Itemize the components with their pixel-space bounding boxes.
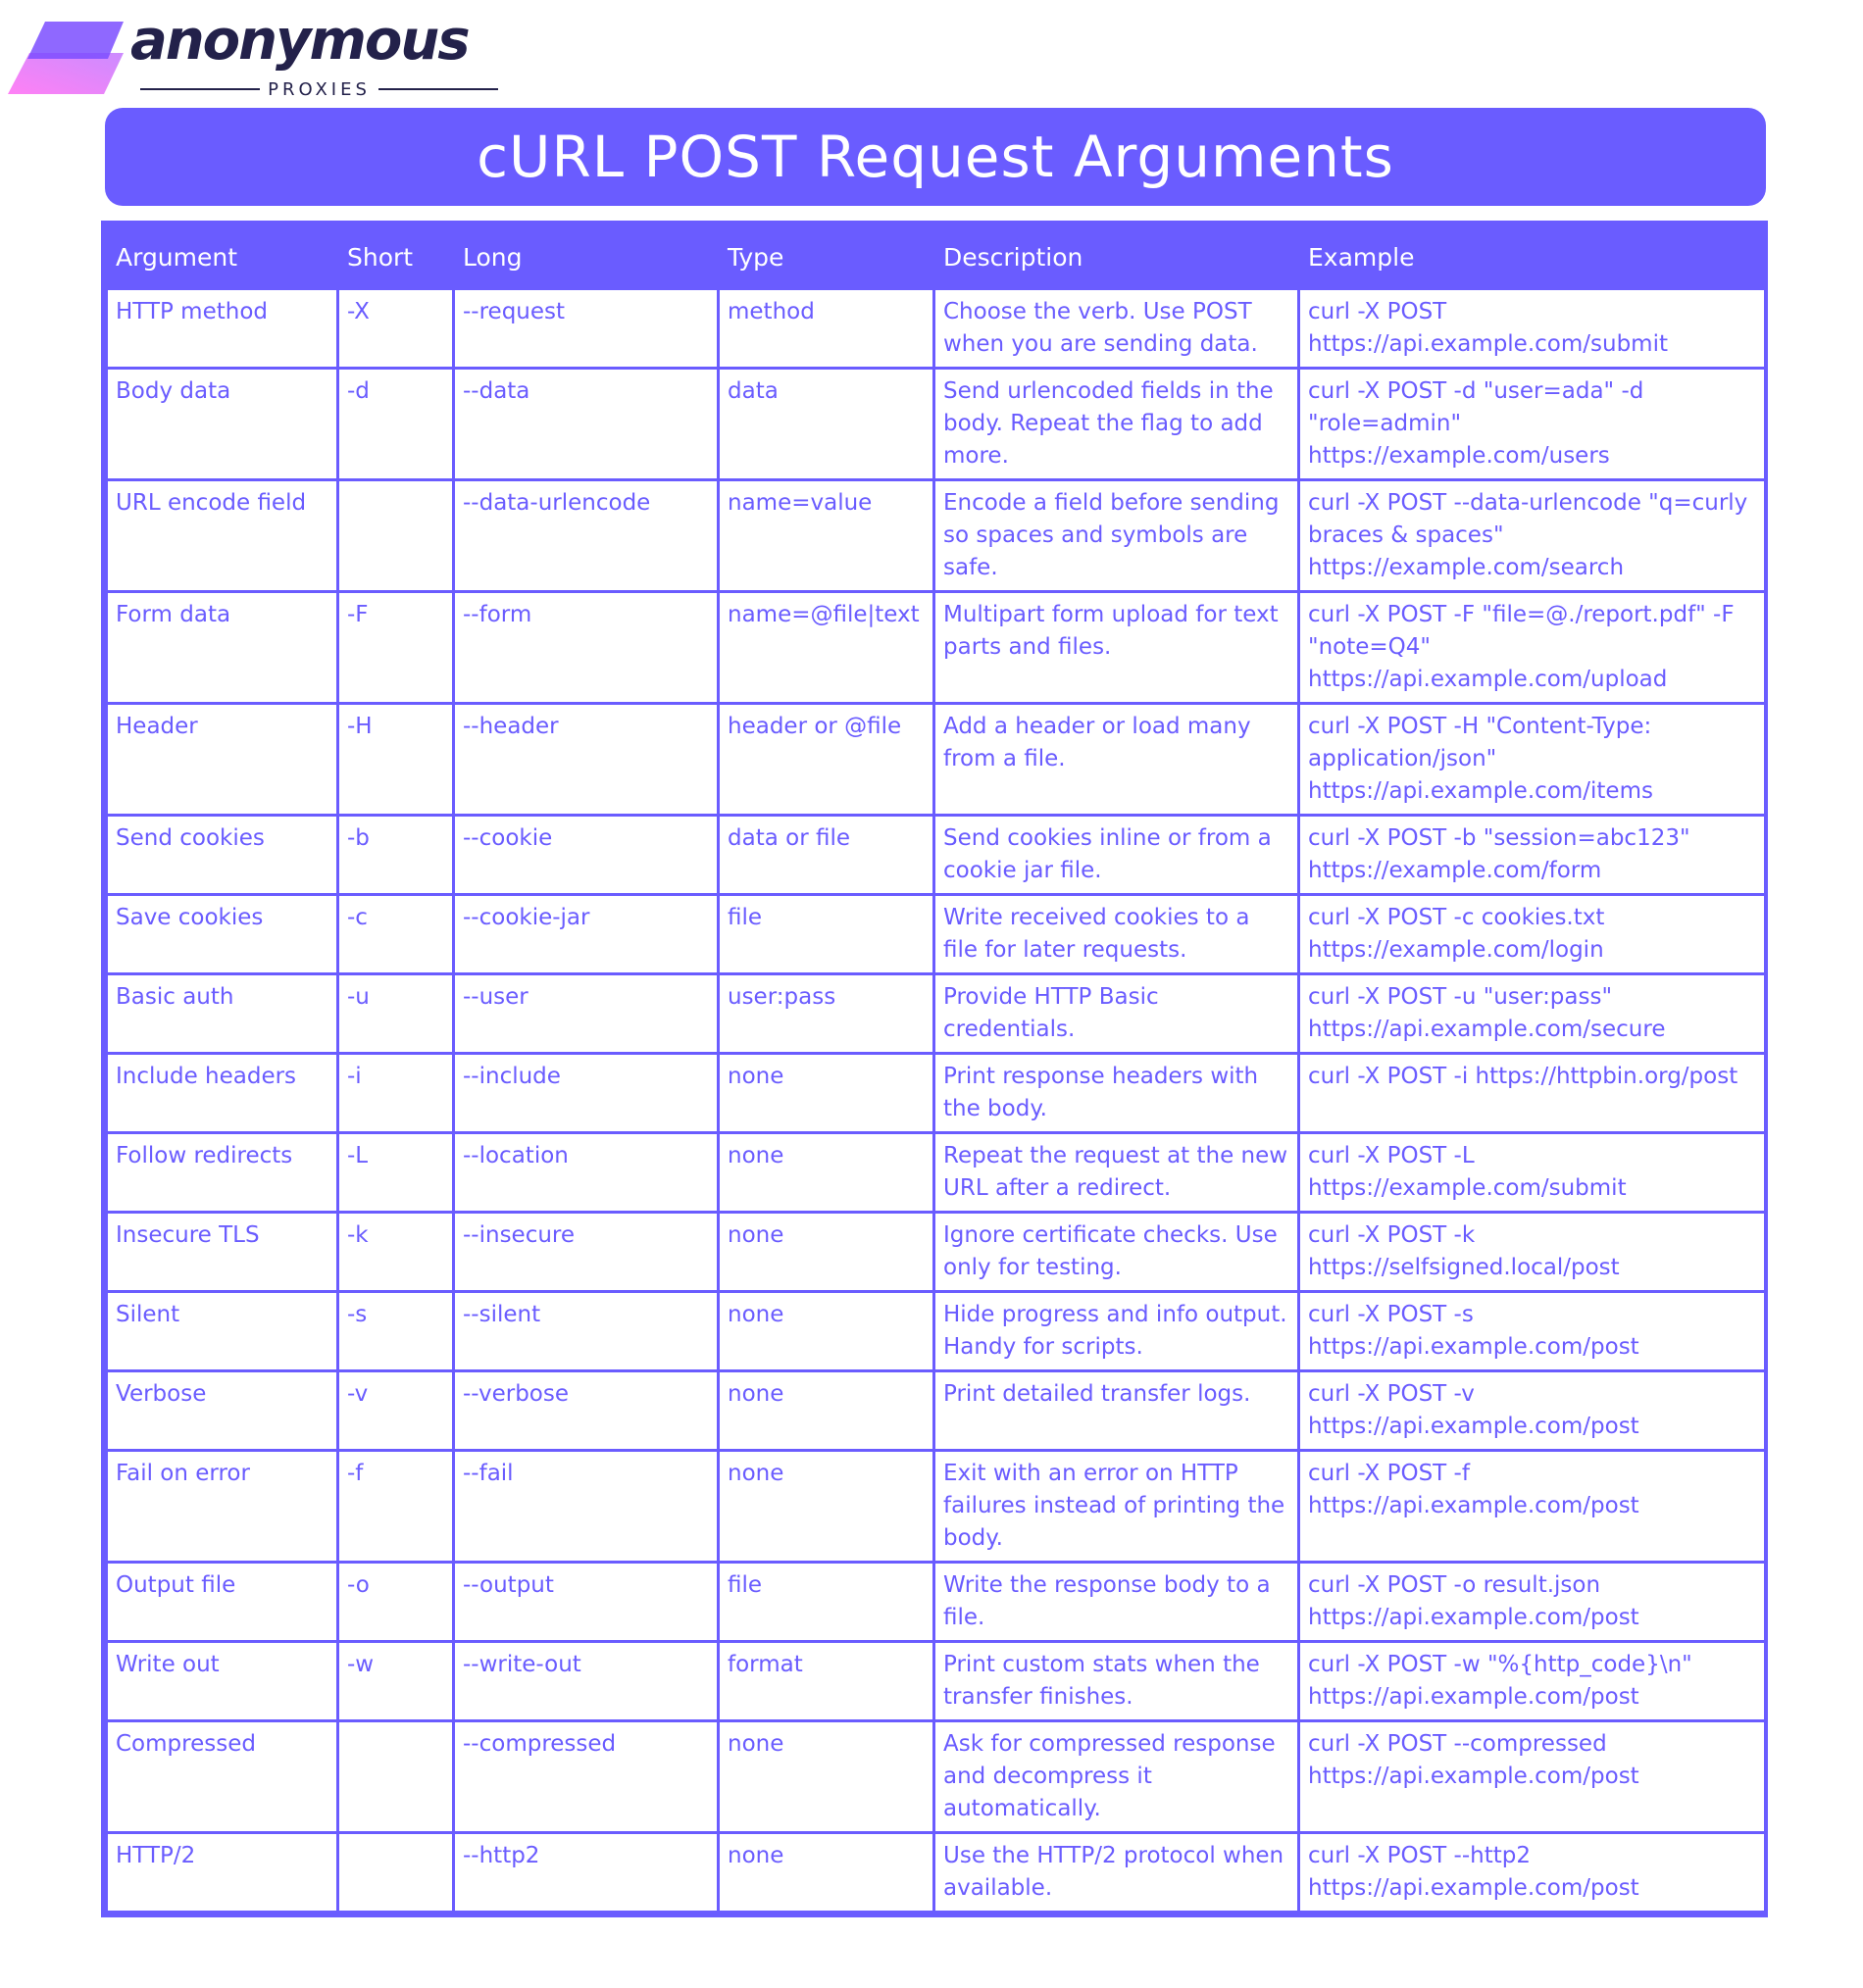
cell-argument: HTTP method <box>107 289 338 369</box>
cell-example: curl -X POST -f https://api.example.com/post <box>1299 1451 1766 1563</box>
cell-long: --form <box>454 592 719 704</box>
arguments-table-container <box>101 221 1768 1917</box>
cell-short: -c <box>338 895 454 974</box>
cell-argument: Fail on error <box>107 1451 338 1563</box>
brand-logo <box>8 9 498 103</box>
column-header-short: Short <box>338 226 454 289</box>
cell-short: -k <box>338 1213 454 1292</box>
cell-description: Use the HTTP/2 protocol when available. <box>934 1833 1299 1913</box>
cell-type: data or file <box>719 816 934 895</box>
table-row <box>107 974 1766 1054</box>
cell-description: Provide HTTP Basic credentials. <box>934 974 1299 1054</box>
logo-mark-icon <box>8 20 126 98</box>
cell-example: curl -X POST --http2 https://api.example.com/post <box>1299 1833 1766 1913</box>
cell-argument: Insecure TLS <box>107 1213 338 1292</box>
cell-example: curl -X POST -w "%{http_code}\n" https://api.example.com/post <box>1299 1642 1766 1721</box>
cell-description: Send urlencoded fields in the body. Repeat the flag to add more. <box>934 369 1299 480</box>
cell-short <box>338 1721 454 1833</box>
cell-long: --http2 <box>454 1833 719 1913</box>
table-row <box>107 816 1766 895</box>
cell-type: header or @file <box>719 704 934 816</box>
cell-long: --fail <box>454 1451 719 1563</box>
title-banner <box>105 108 1766 206</box>
cell-short <box>338 480 454 592</box>
cell-argument: Body data <box>107 369 338 480</box>
cell-type: none <box>719 1451 934 1563</box>
cell-long: --cookie <box>454 816 719 895</box>
table-row <box>107 1213 1766 1292</box>
column-header-example: Example <box>1299 226 1766 289</box>
table-row <box>107 1371 1766 1451</box>
logo-wordmark: anonymous <box>130 9 469 73</box>
cell-type: format <box>719 1642 934 1721</box>
cell-example: curl -X POST --compressed https://api.example.com/post <box>1299 1721 1766 1833</box>
table-row <box>107 289 1766 369</box>
cell-description: Repeat the request at the new URL after a redirect. <box>934 1133 1299 1213</box>
cell-argument: Verbose <box>107 1371 338 1451</box>
cell-type: method <box>719 289 934 369</box>
table-row <box>107 1451 1766 1563</box>
column-header-long: Long <box>454 226 719 289</box>
cell-example: curl -X POST -H "Content-Type: application/json" https://api.example.com/items <box>1299 704 1766 816</box>
table-row <box>107 1054 1766 1133</box>
column-header-argument: Argument <box>107 226 338 289</box>
cell-description: Exit with an error on HTTP failures instead of printing the body. <box>934 1451 1299 1563</box>
table-row <box>107 1133 1766 1213</box>
cell-type: none <box>719 1292 934 1371</box>
cell-short: -H <box>338 704 454 816</box>
cell-description: Print custom stats when the transfer finishes. <box>934 1642 1299 1721</box>
table-row <box>107 369 1766 480</box>
cell-example: curl -X POST -b "session=abc123" https://example.com/form <box>1299 816 1766 895</box>
cell-description: Write the response body to a file. <box>934 1563 1299 1642</box>
logo-subtext-label: PROXIES <box>268 78 371 100</box>
cell-argument: Include headers <box>107 1054 338 1133</box>
table-row <box>107 1563 1766 1642</box>
cell-description: Encode a field before sending so spaces and symbols are safe. <box>934 480 1299 592</box>
cell-description: Ignore certificate checks. Use only for testing. <box>934 1213 1299 1292</box>
cell-short: -v <box>338 1371 454 1451</box>
table-row <box>107 1721 1766 1833</box>
cell-type: none <box>719 1133 934 1213</box>
cell-long: --include <box>454 1054 719 1133</box>
table-row <box>107 895 1766 974</box>
cell-long: --location <box>454 1133 719 1213</box>
cell-long: --write-out <box>454 1642 719 1721</box>
cell-example: curl -X POST -k https://selfsigned.local/post <box>1299 1213 1766 1292</box>
cell-argument: Header <box>107 704 338 816</box>
cell-example: curl -X POST -i https://httpbin.org/post <box>1299 1054 1766 1133</box>
cell-short <box>338 1833 454 1913</box>
cell-long: --user <box>454 974 719 1054</box>
cell-example: curl -X POST -v https://api.example.com/post <box>1299 1371 1766 1451</box>
table-row <box>107 480 1766 592</box>
cell-example: curl -X POST -s https://api.example.com/post <box>1299 1292 1766 1371</box>
cell-example: curl -X POST -d "user=ada" -d "role=admin" https://example.com/users <box>1299 369 1766 480</box>
cell-argument: Form data <box>107 592 338 704</box>
cell-short: -u <box>338 974 454 1054</box>
cell-example: curl -X POST -u "user:pass" https://api.example.com/secure <box>1299 974 1766 1054</box>
cell-type: none <box>719 1213 934 1292</box>
cell-description: Print detailed transfer logs. <box>934 1371 1299 1451</box>
cell-argument: Write out <box>107 1642 338 1721</box>
cell-type: none <box>719 1833 934 1913</box>
cell-type: user:pass <box>719 974 934 1054</box>
cell-short: -L <box>338 1133 454 1213</box>
table-row <box>107 1642 1766 1721</box>
cell-argument: HTTP/2 <box>107 1833 338 1913</box>
cell-long: --output <box>454 1563 719 1642</box>
logo-subtext <box>140 78 498 100</box>
cell-argument: Follow redirects <box>107 1133 338 1213</box>
cell-long: --header <box>454 704 719 816</box>
arguments-table <box>105 224 1767 1913</box>
cell-type: none <box>719 1721 934 1833</box>
cell-type: data <box>719 369 934 480</box>
logo-rule-left <box>140 88 260 90</box>
cell-argument: Basic auth <box>107 974 338 1054</box>
cell-example: curl -X POST --data-urlencode "q=curly braces & spaces" https://example.com/search <box>1299 480 1766 592</box>
column-header-type: Type <box>719 226 934 289</box>
cell-long: --cookie-jar <box>454 895 719 974</box>
cell-description: Send cookies inline or from a cookie jar file. <box>934 816 1299 895</box>
cell-type: none <box>719 1054 934 1133</box>
cell-long: --data-urlencode <box>454 480 719 592</box>
cell-argument: Silent <box>107 1292 338 1371</box>
cell-short: -d <box>338 369 454 480</box>
cell-example: curl -X POST -L https://example.com/submit <box>1299 1133 1766 1213</box>
cell-example: curl -X POST https://api.example.com/submit <box>1299 289 1766 369</box>
cell-type: name=@file|text <box>719 592 934 704</box>
cell-description: Add a header or load many from a file. <box>934 704 1299 816</box>
cell-long: --verbose <box>454 1371 719 1451</box>
cell-argument: Compressed <box>107 1721 338 1833</box>
cell-short: -i <box>338 1054 454 1133</box>
cell-description: Ask for compressed response and decompress it automatically. <box>934 1721 1299 1833</box>
table-row <box>107 1292 1766 1371</box>
table-row <box>107 1833 1766 1913</box>
table-row <box>107 704 1766 816</box>
page-title: cURL POST Request Arguments <box>477 124 1394 190</box>
logo-rule-right <box>378 88 498 90</box>
cell-short: -f <box>338 1451 454 1563</box>
cell-short: -s <box>338 1292 454 1371</box>
cell-description: Write received cookies to a file for later requests. <box>934 895 1299 974</box>
cell-argument: Send cookies <box>107 816 338 895</box>
cell-description: Multipart form upload for text parts and files. <box>934 592 1299 704</box>
cell-example: curl -X POST -c cookies.txt https://example.com/login <box>1299 895 1766 974</box>
cell-long: --insecure <box>454 1213 719 1292</box>
cell-argument: URL encode field <box>107 480 338 592</box>
cell-type: file <box>719 1563 934 1642</box>
cell-example: curl -X POST -o result.json https://api.example.com/post <box>1299 1563 1766 1642</box>
cell-short: -b <box>338 816 454 895</box>
cell-type: file <box>719 895 934 974</box>
cell-long: --data <box>454 369 719 480</box>
column-header-description: Description <box>934 226 1299 289</box>
table-row <box>107 592 1766 704</box>
table-header-row <box>107 226 1766 289</box>
cell-description: Print response headers with the body. <box>934 1054 1299 1133</box>
cell-short: -o <box>338 1563 454 1642</box>
cell-argument: Output file <box>107 1563 338 1642</box>
cell-description: Hide progress and info output. Handy for scripts. <box>934 1292 1299 1371</box>
cell-short: -X <box>338 289 454 369</box>
cell-type: name=value <box>719 480 934 592</box>
cell-long: --compressed <box>454 1721 719 1833</box>
cell-long: --silent <box>454 1292 719 1371</box>
cell-short: -w <box>338 1642 454 1721</box>
cell-example: curl -X POST -F "file=@./report.pdf" -F "note=Q4" https://api.example.com/upload <box>1299 592 1766 704</box>
cell-description: Choose the verb. Use POST when you are sending data. <box>934 289 1299 369</box>
cell-short: -F <box>338 592 454 704</box>
cell-type: none <box>719 1371 934 1451</box>
cell-long: --request <box>454 289 719 369</box>
cell-argument: Save cookies <box>107 895 338 974</box>
